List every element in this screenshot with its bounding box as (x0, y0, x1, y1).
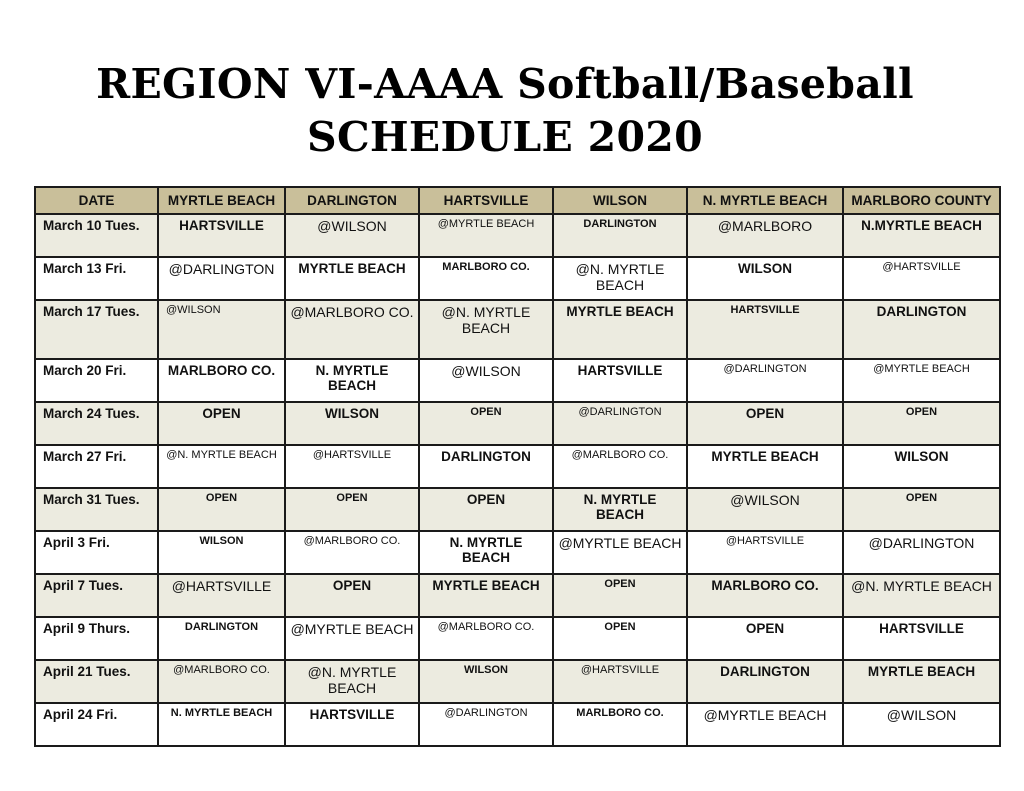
table-cell: @DARLINGTON (687, 359, 843, 402)
table-cell: @WILSON (158, 300, 285, 359)
header-row (35, 187, 1000, 214)
table-cell: @HARTSVILLE (687, 531, 843, 574)
table-cell: @MARLBORO CO. (553, 445, 687, 488)
date-cell: April 24 Fri. (35, 703, 158, 746)
table-cell: @MARLBORO CO. (158, 660, 285, 703)
table-cell: HARTSVILLE (285, 703, 419, 746)
table-row (35, 617, 1000, 660)
table-cell: OPEN (158, 488, 285, 531)
table-cell: WILSON (419, 660, 553, 703)
title-line-1: REGION VI-AAAA Softball/Baseball (96, 60, 914, 108)
table-cell: @MARLBORO CO. (285, 300, 419, 359)
table-row (35, 574, 1000, 617)
table-cell: @MYRTLE BEACH (687, 703, 843, 746)
table-cell: HARTSVILLE (687, 300, 843, 359)
table-row (35, 445, 1000, 488)
table-row (35, 402, 1000, 445)
table-cell: DARLINGTON (419, 445, 553, 488)
table-cell: @MARLBORO CO. (419, 617, 553, 660)
header-hartsville: HARTSVILLE (419, 187, 553, 214)
date-cell: April 7 Tues. (35, 574, 158, 617)
table-cell: @MYRTLE BEACH (843, 359, 1000, 402)
table-cell: WILSON (843, 445, 1000, 488)
table-cell: MARLBORO CO. (419, 257, 553, 300)
table-cell: OPEN (843, 488, 1000, 531)
table-cell: OPEN (687, 617, 843, 660)
table-row (35, 531, 1000, 574)
title-line-2: SCHEDULE 2020 (307, 113, 703, 161)
date-cell: March 13 Fri. (35, 257, 158, 300)
table-cell: HARTSVILLE (553, 359, 687, 402)
table-cell: WILSON (687, 257, 843, 300)
table-cell: MARLBORO CO. (553, 703, 687, 746)
table-cell: N. MYRTLE BEACH (158, 703, 285, 746)
table-cell: OPEN (419, 402, 553, 445)
table-cell: MARLBORO CO. (158, 359, 285, 402)
table-cell: @MYRTLE BEACH (419, 214, 553, 257)
date-cell: March 31 Tues. (35, 488, 158, 531)
table-cell: @N. MYRTLE BEACH (285, 660, 419, 703)
table-cell: N.MYRTLE BEACH (843, 214, 1000, 257)
date-cell: March 27 Fri. (35, 445, 158, 488)
table-cell: @DARLINGTON (419, 703, 553, 746)
table-cell: @WILSON (285, 214, 419, 257)
table-row (35, 300, 1000, 359)
table-cell: @N. MYRTLE BEACH (553, 257, 687, 300)
date-cell: March 20 Fri. (35, 359, 158, 402)
table-cell: @DARLINGTON (843, 531, 1000, 574)
table-cell: MYRTLE BEACH (843, 660, 1000, 703)
table-cell: WILSON (158, 531, 285, 574)
table-cell: MARLBORO CO. (687, 574, 843, 617)
table-row (35, 488, 1000, 531)
table-cell: @HARTSVILLE (158, 574, 285, 617)
date-cell: April 9 Thurs. (35, 617, 158, 660)
page-title (0, 58, 1010, 164)
table-cell: @N. MYRTLE BEACH (843, 574, 1000, 617)
date-cell: March 24 Tues. (35, 402, 158, 445)
table-cell: N. MYRTLE BEACH (419, 531, 553, 574)
table-cell: @MYRTLE BEACH (285, 617, 419, 660)
table-cell: @MARLBORO (687, 214, 843, 257)
table-cell: OPEN (553, 617, 687, 660)
header-myrtle-beach: MYRTLE BEACH (158, 187, 285, 214)
table-cell: @MARLBORO CO. (285, 531, 419, 574)
table-cell: OPEN (285, 574, 419, 617)
date-cell: March 10 Tues. (35, 214, 158, 257)
table-row (35, 660, 1000, 703)
table-cell: DARLINGTON (843, 300, 1000, 359)
table-row (35, 214, 1000, 257)
header-marlboro-county: MARLBORO COUNTY (843, 187, 1000, 214)
date-cell: March 17 Tues. (35, 300, 158, 359)
table-cell: @WILSON (687, 488, 843, 531)
table-cell: @HARTSVILLE (843, 257, 1000, 300)
table-cell: N. MYRTLE BEACH (553, 488, 687, 531)
table-cell: MYRTLE BEACH (419, 574, 553, 617)
table-cell: HARTSVILLE (843, 617, 1000, 660)
table-cell: DARLINGTON (553, 214, 687, 257)
table-cell: @WILSON (843, 703, 1000, 746)
header-n-myrtle-beach: N. MYRTLE BEACH (687, 187, 843, 214)
table-cell: OPEN (843, 402, 1000, 445)
schedule-table (34, 186, 1001, 747)
table-row (35, 703, 1000, 746)
table-cell: DARLINGTON (158, 617, 285, 660)
table-row (35, 257, 1000, 300)
table-cell: MYRTLE BEACH (553, 300, 687, 359)
table-cell: OPEN (158, 402, 285, 445)
table-cell: OPEN (553, 574, 687, 617)
table-cell: WILSON (285, 402, 419, 445)
header-darlington: DARLINGTON (285, 187, 419, 214)
table-cell: @HARTSVILLE (285, 445, 419, 488)
table-cell: N. MYRTLE BEACH (285, 359, 419, 402)
header-wilson: WILSON (553, 187, 687, 214)
table-cell: OPEN (285, 488, 419, 531)
table-cell: @N. MYRTLE BEACH (158, 445, 285, 488)
table-cell: @WILSON (419, 359, 553, 402)
table-row (35, 359, 1000, 402)
table-cell: MYRTLE BEACH (285, 257, 419, 300)
table-cell: DARLINGTON (687, 660, 843, 703)
table-cell: @DARLINGTON (553, 402, 687, 445)
date-cell: April 21 Tues. (35, 660, 158, 703)
table-cell: @N. MYRTLE BEACH (419, 300, 553, 359)
table-cell: OPEN (687, 402, 843, 445)
table-cell: HARTSVILLE (158, 214, 285, 257)
header-date: DATE (35, 187, 158, 214)
table-cell: OPEN (419, 488, 553, 531)
table-cell: MYRTLE BEACH (687, 445, 843, 488)
table-cell: @HARTSVILLE (553, 660, 687, 703)
table-cell: @DARLINGTON (158, 257, 285, 300)
table-cell: @MYRTLE BEACH (553, 531, 687, 574)
date-cell: April 3 Fri. (35, 531, 158, 574)
